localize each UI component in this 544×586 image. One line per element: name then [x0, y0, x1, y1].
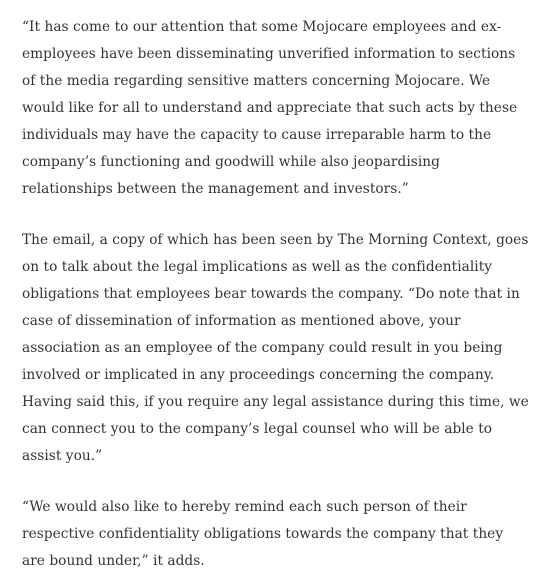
text-line: company’s functioning and goodwill while also jeopardising: [22, 154, 440, 170]
text-line: respective confidentiality obligations towards the company that they: [22, 526, 504, 542]
text-line: can connect you to the company’s legal counsel who will be able to: [22, 421, 493, 437]
text-line: case of dissemination of information as mentioned above, your: [22, 313, 461, 329]
text-line: relationships between the management and investors.”: [22, 181, 409, 197]
text-line: obligations that employees bear towards the company. “Do note that in: [22, 286, 520, 302]
text-line: “We would also like to hereby remind each such person of their: [22, 499, 467, 515]
text-line: of the media regarding sensitive matters concerning Mojocare. We: [22, 73, 491, 89]
text-line: individuals may have the capacity to cause irreparable harm to the: [22, 127, 492, 143]
quote-paragraph: [22, 14, 532, 203]
text-line: Having said this, if you require any legal assistance during this time, we: [22, 394, 529, 410]
text-line: would like for all to understand and appreciate that such acts by these: [22, 100, 518, 116]
closing-paragraph: [22, 494, 532, 575]
text-line: employees have been disseminating unverified information to sections: [22, 46, 516, 62]
text-line: assist you.”: [22, 448, 103, 464]
text-line: “It has come to our attention that some Mojocare employees and ex-: [22, 19, 502, 35]
email-paragraph: [22, 227, 532, 470]
text-line: involved or implicated in any proceedings concerning the company.: [22, 367, 495, 383]
text-line: on to talk about the legal implications as well as the confidentiality: [22, 259, 493, 275]
text-line: are bound under,” it adds.: [22, 553, 205, 569]
text-line: The email, a copy of which has been seen by The Morning Context, goes: [22, 232, 529, 248]
article-body: [22, 14, 532, 575]
text-line: association as an employee of the company could result in you being: [22, 340, 503, 356]
